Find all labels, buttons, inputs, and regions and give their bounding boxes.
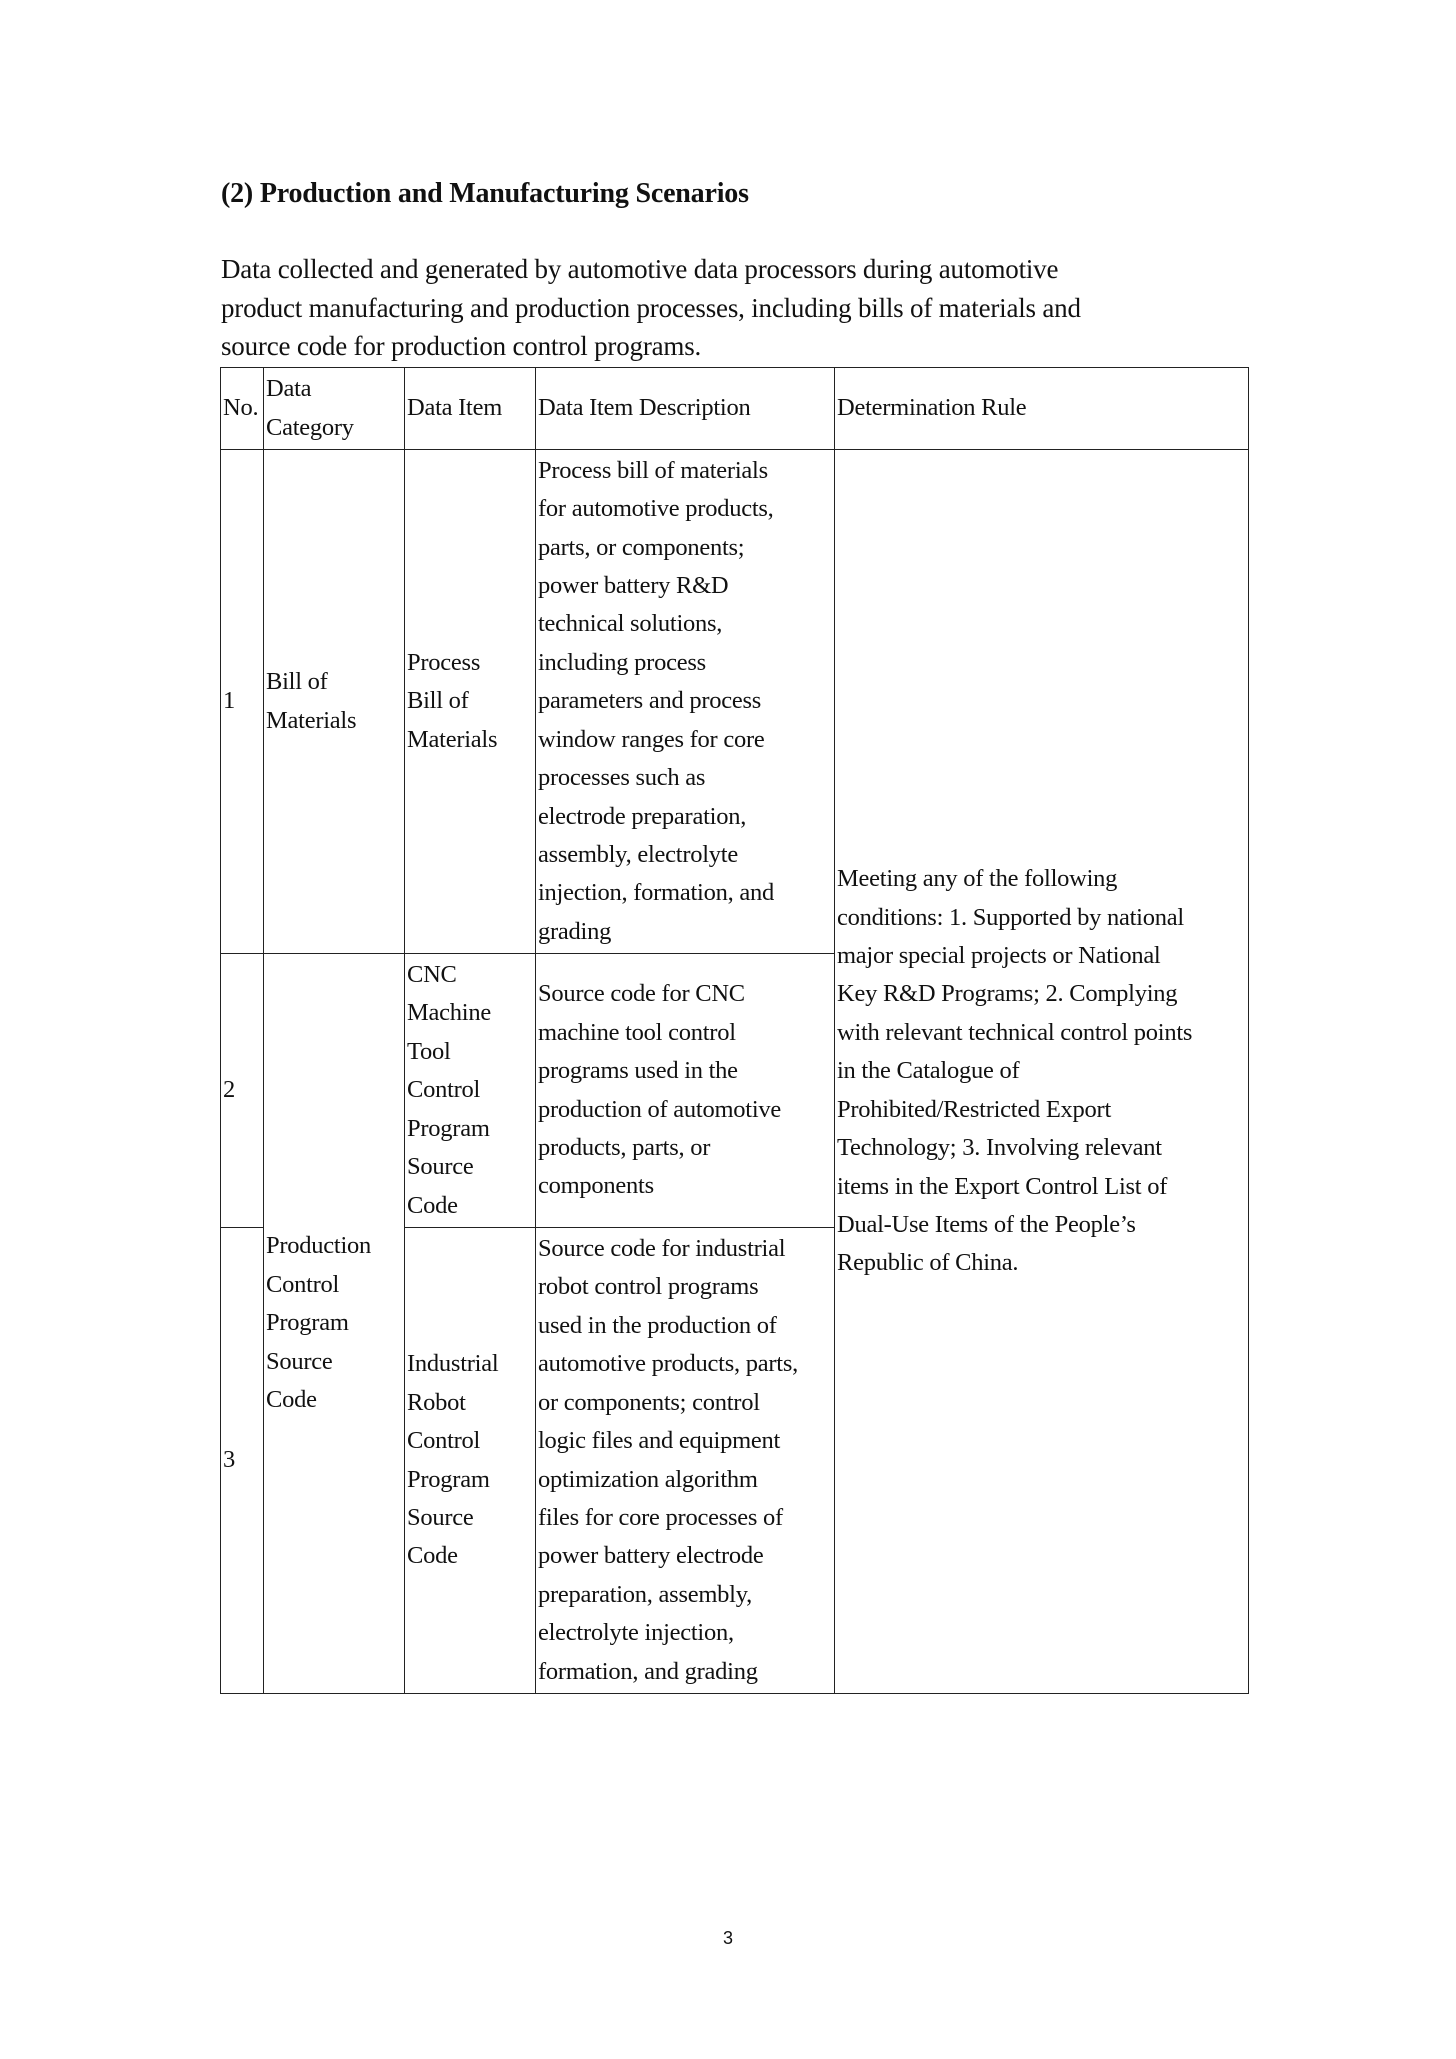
cell-no: 2	[221, 954, 264, 1228]
cell-no: 1	[221, 450, 264, 954]
cell-description: Process bill of materials for automotive products, parts, or components; power battery R&D technical solutions, including process parameters and process window ranges for core processes such as electrode preparation, assembly, electrolyte injection, formation, and grading	[536, 450, 835, 954]
header-category: Data Category	[264, 368, 405, 450]
page-number: 3	[722, 1928, 733, 1948]
cell-description: Source code for CNC machine tool control programs used in the production of automotive products, parts, or components	[536, 954, 835, 1228]
cell-category: Production Control Program Source Code	[264, 954, 405, 1694]
section-heading: (2) Production and Manufacturing Scenarios	[221, 178, 749, 209]
header-description: Data Item Description	[536, 368, 835, 450]
table-header-row	[221, 368, 1249, 450]
cell-item: Process Bill of Materials	[405, 450, 536, 954]
header-no: No.	[221, 368, 264, 450]
table-row	[221, 450, 1249, 954]
cell-category: Bill of Materials	[264, 450, 405, 954]
header-item: Data Item	[405, 368, 536, 450]
cell-description: Source code for industrial robot control programs used in the production of automotive products, parts, or components; control logic files and equipment optimization algorithm files for core processes of power battery electrode preparation, assembly, electrolyte injection, formation, and grading	[536, 1228, 835, 1694]
cell-item: CNC Machine Tool Control Program Source Code	[405, 954, 536, 1228]
data-table	[220, 367, 1249, 1694]
cell-item: Industrial Robot Control Program Source Code	[405, 1228, 536, 1694]
cell-no: 3	[221, 1228, 264, 1694]
header-rule: Determination Rule	[835, 368, 1249, 450]
intro-paragraph: Data collected and generated by automotive data processors during automotive product manufacturing and production processes, including bills of materials and source code for production control programs.	[221, 254, 1081, 361]
cell-rule: Meeting any of the following conditions: 1. Supported by national major special projects or National Key R&D Programs; 2. Complying with relevant technical control points in the Catalogue of Prohibited/Restricted Export Technology; 3. Involving relevant items in the Export Control List of Dual-Use Items of the People’s Republic of China.	[835, 450, 1249, 1694]
